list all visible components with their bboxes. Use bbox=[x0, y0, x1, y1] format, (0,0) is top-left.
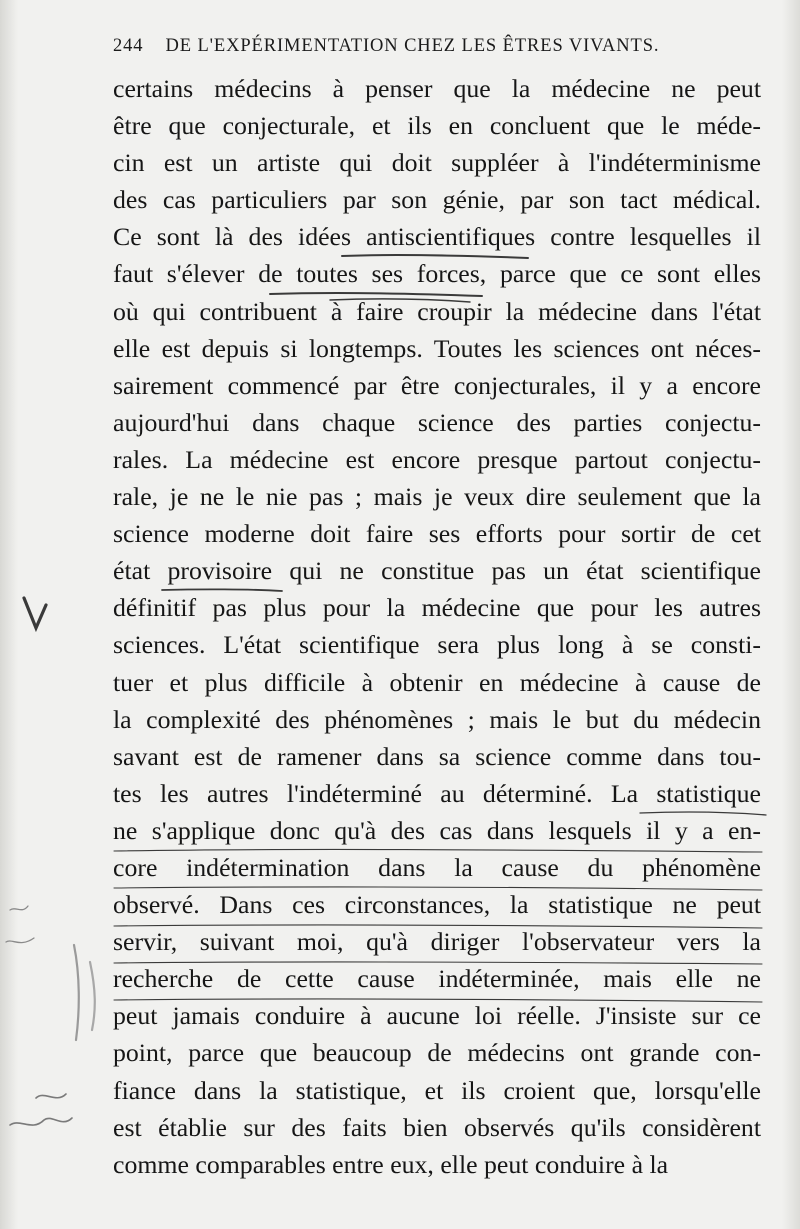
text-line: rale, je ne le nie pas ; mais je veux dire seulement que la bbox=[113, 482, 761, 512]
text-line: core indétermination dans la cause du phénomène bbox=[113, 852, 761, 882]
text-line: ne s'applique donc qu'à des cas dans lesquels il y a en- bbox=[113, 815, 761, 845]
text-line: la complexité des phénomènes ; mais le but du médecin bbox=[113, 704, 761, 734]
running-header bbox=[113, 36, 703, 57]
text-line: observé. Dans ces circonstances, la statistique ne peut bbox=[113, 890, 761, 920]
text-line: fiance dans la statistique, et ils croient que, lorsqu'elle bbox=[113, 1075, 761, 1105]
text-line: savant est de ramener dans sa science comme dans tou- bbox=[113, 741, 761, 771]
text-line: état provisoire qui ne constitue pas un état scientifique bbox=[113, 556, 761, 586]
text-line: des cas particuliers par son génie, par son tact médical. bbox=[113, 185, 761, 215]
margin-bracket-upper bbox=[74, 945, 79, 1040]
text-line: recherche de cette cause indéterminée, mais elle ne bbox=[113, 964, 761, 994]
text-line: est établie sur des faits bien observés qu'ils considèrent bbox=[113, 1112, 761, 1142]
margin-bracket-lower bbox=[90, 962, 95, 1030]
text-line: peut jamais conduire à aucune loi réelle. J'insiste sur ce bbox=[113, 1001, 761, 1031]
text-line: sciences. L'état scientifique sera plus long à se consti- bbox=[113, 630, 761, 660]
text-line: rales. La médecine est encore presque partout conjectu- bbox=[113, 444, 761, 474]
text-line: science moderne doit faire ses efforts pour sortir de cet bbox=[113, 519, 761, 549]
text-line: définitif pas plus pour la médecine que pour les autres bbox=[113, 593, 761, 623]
text-line: comme comparables entre eux, elle peut conduire à la bbox=[113, 1149, 669, 1179]
text-line: point, parce que beaucoup de médecins ont grande con- bbox=[113, 1038, 761, 1068]
text-line: faut s'élever de toutes ses forces, parce que ce sont elles bbox=[113, 259, 761, 289]
text-line: cin est un artiste qui doit suppléer à l'indéterminisme bbox=[113, 148, 761, 178]
text-line: aujourd'hui dans chaque science des parties conjectu- bbox=[113, 407, 761, 437]
text-line: tuer et plus difficile à obtenir en médecine à cause de bbox=[113, 667, 761, 697]
text-line: Ce sont là des idées antiscientifiques contre lesquelles il bbox=[113, 222, 761, 252]
body-text bbox=[113, 70, 761, 1183]
text-line: tes les autres l'indéterminé au déterminé. La statistique bbox=[113, 778, 761, 808]
text-line: servir, suivant moi, qu'à diriger l'observateur vers la bbox=[113, 927, 761, 957]
text-line: certains médecins à penser que la médecine ne peut bbox=[113, 74, 761, 103]
margin-scribble-lower bbox=[10, 1094, 72, 1125]
running-title: DE L'EXPÉRIMENTATION CHEZ LES ÊTRES VIVANTS. bbox=[165, 36, 660, 56]
text-line: être que conjecturale, et ils en concluent que le méde- bbox=[113, 111, 761, 141]
text-line: où qui contribuent à faire croupir la médecine dans l'état bbox=[113, 296, 761, 326]
text-line: elle est depuis si longtemps. Toutes les sciences ont néces- bbox=[113, 333, 761, 363]
x-margin-mark bbox=[24, 598, 46, 628]
text-line: sairement commencé par être conjecturales, il y a encore bbox=[113, 370, 761, 400]
page-left-shadow bbox=[0, 0, 18, 1229]
page-right-shadow bbox=[782, 0, 800, 1229]
page-number: 244 bbox=[113, 36, 144, 56]
